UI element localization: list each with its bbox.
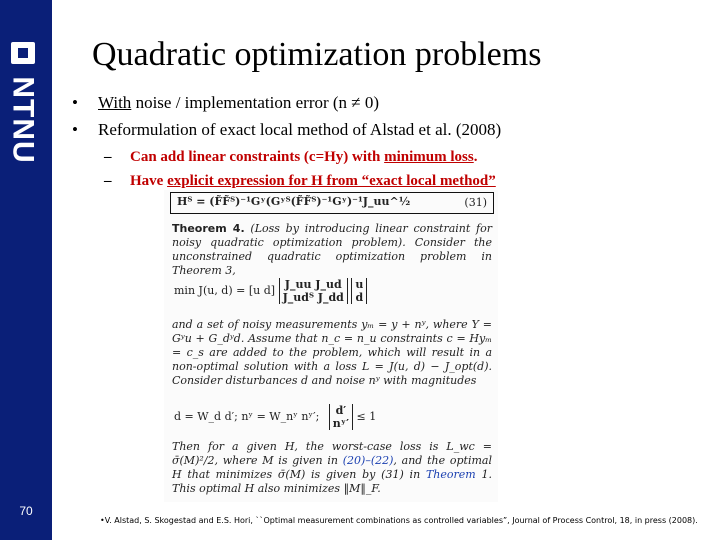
ntnu-logo-mark-icon xyxy=(11,42,35,64)
subbullet-explicit xyxy=(104,171,496,191)
para-measurements: and a set of noisy measurements yₘ = y + nʸ, where Y = Gʸu + G_dʸd. Assume that n_c = n_u constraints c = Hyₘ = c_s are added to the problem, which will result in a non-optimal solution with a loss L = J(u, d) − J_opt(d). Consider disturbances d and noise nʸ with magnitudes xyxy=(172,318,492,387)
disturbance-equation xyxy=(174,404,376,430)
subbullet-emphasis: minimum loss xyxy=(384,149,474,165)
norm-vector xyxy=(329,404,353,430)
page-number: 70 xyxy=(19,504,33,518)
theorem-body: (Loss by introducing linear constraint for noisy quadratic optimization problem). Consider the unconstrained quadratic optimization problem in Theorem 3, xyxy=(172,222,492,277)
noisy-measurements-text xyxy=(172,318,492,388)
disturbance-expr: d = W_d d′; nʸ = W_nʸ nʸ′; xyxy=(174,410,320,423)
theorem-ref-link[interactable]: Theorem xyxy=(425,468,476,481)
para-worst-case-a: Then for a given H, the worst-case loss is L_wc = σ̄(M)²/2, where M is given in xyxy=(172,440,492,467)
subbullet-text: Have xyxy=(130,173,168,189)
hessian-matrix xyxy=(279,278,348,304)
equation-31: Hᵀ = (F̃F̃ᵀ)⁻¹Gʸ(Gʸᵀ(F̃F̃ᵀ)⁻¹Gʸ)⁻¹J_uu^½ xyxy=(177,195,411,208)
subbullet-text: Can add linear constraints (c=Hy) with xyxy=(130,149,385,165)
subbullet-constraints xyxy=(104,147,477,167)
equation-number: (31) xyxy=(464,196,487,209)
equation-ref-link[interactable]: (20)–(22) xyxy=(342,454,394,467)
theorem-label: Theorem 4. xyxy=(172,222,245,235)
vector-entry: d′ xyxy=(335,404,347,417)
theorem-4-text xyxy=(172,222,492,278)
bullet-noise xyxy=(72,92,379,114)
bullet-marker: • xyxy=(72,93,78,112)
objective-equation xyxy=(174,278,367,304)
subbullet-dash: – xyxy=(104,149,112,165)
vector-entry: nʸ′ xyxy=(332,417,350,430)
subbullet-dash: – xyxy=(104,173,112,189)
citation-footnote: •V. Alstad, S. Skogestad and E.S. Hori, ``Optimal measurement combinations as controlled variables”, Journal of Process Control, 18, in press (2008). xyxy=(100,516,698,525)
vector-entry: d xyxy=(355,291,364,304)
bullet-text: Reformulation of exact local method of Alstad et al. (2008) xyxy=(98,120,502,139)
bullet-reformulation xyxy=(72,119,501,141)
equation-31-box xyxy=(170,192,494,214)
matrix-row: J_uu J_ud xyxy=(284,278,342,291)
objective-min: min J(u, d) = [u d] xyxy=(174,284,276,297)
subbullet-punct: . xyxy=(473,149,478,165)
matrix-row: J_udᵀ J_dd xyxy=(282,291,344,304)
worst-case-loss-text xyxy=(172,440,492,496)
ntnu-logo-text: NTNU xyxy=(7,76,41,164)
bullet-text: noise / implementation error (n ≠ 0) xyxy=(131,93,380,112)
para-worst-case-b: , and the optimal H that minimizes σ̄(M) is given by (31) in xyxy=(172,454,493,481)
norm-bound: ≤ 1 xyxy=(356,410,377,423)
ntnu-sidebar xyxy=(0,0,52,540)
vector-entry: u xyxy=(355,278,364,291)
paper-excerpt-image xyxy=(164,190,498,502)
ud-vector xyxy=(351,278,367,304)
ntnu-logo xyxy=(6,70,40,170)
para-worst-case-c: 1. This optimal H also minimizes ‖M‖_F. xyxy=(172,468,492,495)
bullet-marker: • xyxy=(72,120,78,139)
bullet-underlined-word: With xyxy=(98,93,132,112)
slide-title: Quadratic optimization problems xyxy=(92,36,542,73)
subbullet-emphasis: explicit expression for H from “exact local method” xyxy=(167,173,496,189)
